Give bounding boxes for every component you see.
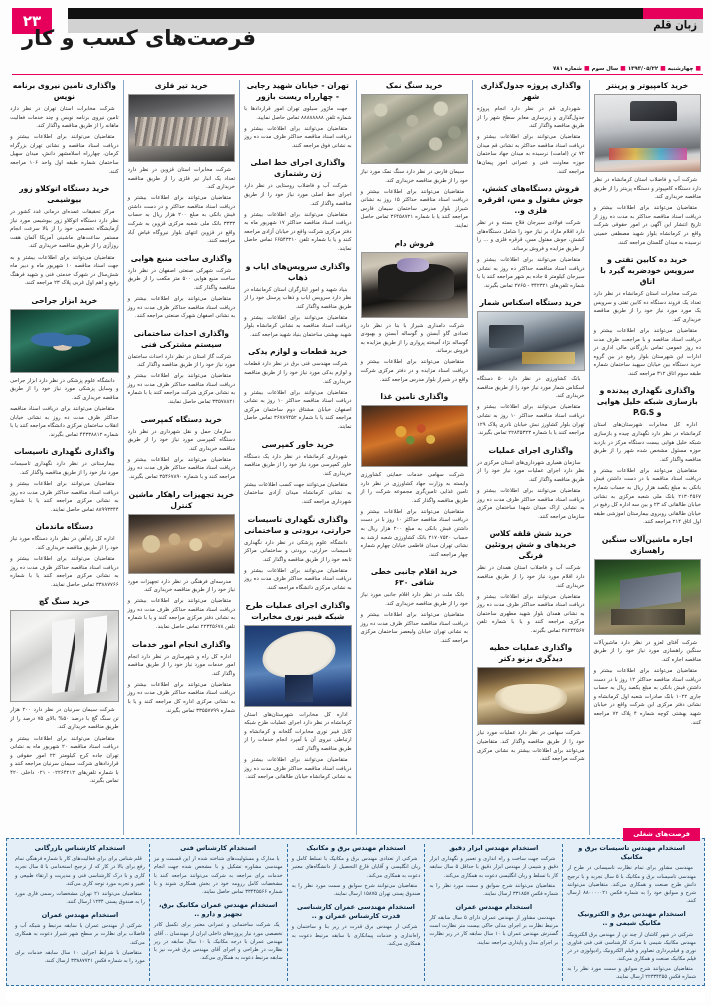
classifieds-column [589,80,705,835]
ad-paragraph: شرکت گاز استان در نظر دارد احداث ساختمان مورد نیاز خود را از طریق مناقصه واگذار کند. [127,353,236,369]
classifieds-grid [6,80,705,835]
ad-photo [361,252,468,318]
ad-body [244,539,351,593]
ad-paragraph: اداره کل مخابرات شهرستان‌های استان کرمانشاه در نظر دارد اجرای عملیات طرح شبکه کابل فیبر نوری مخابرات گلخانه و کرمانشاه و ارتباطی نیروی آن با آمپرد انجام خدمات را از طریق مناقصه واگذار کند. [244,711,352,752]
job-body [429,914,558,947]
classified-ad[interactable] [361,80,468,231]
ad-paragraph: متقاضیان می‌توانند برای اطلاعات بیشتر و دریافت اسناد مناقصه حداکثر ظرف مدت ده روز به نشانی مرکزی دانشگاه مراجعه کنند. [244,567,352,591]
job-paragraph: شرکتی از تعدادی مهندس برق و مکانیک با تسلط کامل و زبان انگلیسی و آقایان فارغ التحصیل از دانشگاه‌های معتبر دعوت به همکاری می‌کند. [291,856,421,879]
ad-paragraph: سازمان همیاری شهرداری‌های استان مرکزی در نظر دارد اجرای عملیات مورد نیاز خود را از طریق مناقصه واگذار کند. [477,459,585,483]
ad-paragraph: شرکت شهرکی صنعتی اصفهان در نظر دارد ساخت منبع هوایی ۵۰۰ متر مکعب را از طریق مناقصه واگذار کند. [127,267,236,291]
masthead-pink-bar [643,8,703,19]
ad-paragraph: شرکت آب و فاضلاب استان همدان در نظر دارد اقلام مورد نیاز خود را از طریق مناقصه خریداری کند. [477,565,585,589]
classified-ad[interactable] [594,534,701,727]
ad-paragraph: شرکت فولادی سیرجان فلاح بسته و در نظر دارد اقلام مازاد بر نیاز خود را شامل دستگاه‌های کشش، جوش مفتول مس، قرقره فلزی و ... را از طریق مزایده و فروش برساند. [477,220,585,252]
ad-body [361,322,468,385]
ad-paragraph: متقاضیان می‌توانند برای اطلاعات بیشتر و دریافت اسناد مناقصه حداکثر ۱۰ روز به نشانی تهران بلوار کشاورز نبش خیابان نادری پلاک ۱۲۹ مراجعه کنند یا با شماره ۲۲۸۴۵۳۲۳ تماس بگیرند. [477,404,585,437]
masthead-black-bar [68,8,689,19]
ad-paragraph: سازمان حمل و نقل شهرداری در نظر دارد دستگاه کمپرسی مورد نیاز خود را از طریق مناقصه خریداری کند. [127,428,236,452]
ad-paragraph: متقاضیان می‌توانند جهت کسب اطلاعات بیشتر به نشانی کرمانشاه میدان آزادی ساختمان شهرداری مراجعه کنند. [244,481,352,505]
ad-headline: فروش دام [394,238,435,248]
job-column [562,844,700,981]
ad-paragraph: شرکت آب و فاضلاب استان کرمانشاه در نظر دارد دستگاه کامپیوتر و دستگاه پرینتر را از طریق مناقصه خریداری کند. [593,177,701,201]
ad-paragraph: شرکت آفتای لعزو در نظر دارد ماشین‌آلات سنگین راهسازی مورد نیاز خود را از طریق مناقصه اجاره کند. [593,639,701,663]
ad-photo [594,94,701,172]
ad-headline: واگذاری اجرای خط اصلی ژن رشتمازی [250,158,346,179]
job-listing[interactable] [154,901,283,962]
ad-headline: واگذاری احداث ساختمانی سیستم مشترکی فنی [133,328,230,349]
ad-headline: واگذاری نگهداری پیدنده و بازسازی شبکه خلیل هوایی و P.G.S [596,386,698,418]
job-listing[interactable] [292,844,421,898]
job-paragraph: متقاضیان با شرایط اجرایی ۱۰ سال سابقه خدمات برای مورد را به شماره فکس ۳۳۸۸۷۷۲۱ ارسال کنند. [15,949,145,964]
classified-ad[interactable] [10,295,118,440]
classified-ad[interactable] [594,80,701,247]
classified-ad[interactable] [361,566,468,645]
ad-paragraph: متقاضیان می‌توانند برای اطلاعات بیشتر و دریافت اسناد مناقصه حداکثر ۱۰ روز به نشانی اصفهان خیابان مشتاق دوم ساختمان مرکزی مراجعه کنند یا با شماره ۳۶۷۸۹۴۵۲ تماس حاصل نمایند. [244,389,352,431]
ad-body [244,182,351,253]
ad-paragraph: متقاضیان می‌توانند برای اطلاعات بیشتر و به جهت اسناد مناقصه ۱۰ شهریور ماه و دبیر ماه شش‌سال در شهرک خدمتی فنی و شهید فرهنگ رفیع و اهم اول غربی پلاک ۲۳ مراجعه کنند. [10,254,119,287]
ad-photo [594,559,701,635]
ad-headline: واگذاری اجرای عملیات [488,445,574,455]
ad-paragraph: متقاضیان می‌توانند برای دریافت اسناد مناقصه حداکثر ظرف مدت ده روز به نشانی خیابان انقلاب ساختمان مرکزی دانشگاه مراجعه کنند یا با شماره ۴۴۳۳۸۸۱۲ تماس بگیرند. [10,406,119,438]
ad-paragraph: شرکت آب و فاضلاب روستایی در نظر دارد اجرای خط اصلی مورد نیاز خود را از طریق مناقصه واگذار کند. [244,183,352,207]
ad-body [128,267,235,321]
classified-ad[interactable] [244,157,351,253]
ad-paragraph: متقاضیان می‌توانند برای اطلاعات بیشتر و دریافت اسناد مناقصه ۲۰ شهریور ماه به نشانی تهران جاده کرج کیلومتر ۲۲ امور حقوقی و قراردادهای شرکت سیمان سرنیان مراجعه کنند و با شماره تلفن‌های ۰۲۲۶۴۲۱۲ - ۰۲۱ داخلی ۴۲۰ تماس بگیرند. [10,735,119,785]
job-paragraph: شرکت جهت ساخت و راه اندازی و تعمیر و نگهداری ابزار دقیق و شیمی از مهندس ابزار دقیق با حداقل ۵ سال سابقه کار با تسلط و زبان انگلیسی دعوت به همکاری می‌کند. [429,856,559,879]
ad-photo [477,667,584,725]
ad-body [10,460,118,514]
classified-ad[interactable] [10,80,118,176]
dateline [553,65,703,72]
job-body [567,864,696,905]
ad-body [244,453,351,507]
ad-paragraph: متقاضیان می‌توانند برای اطلاعات بیشتر و دریافت اسناد مناقصه حداکثر ظرف مدت ده روز به نشانی اراک میدان شهدا ساختمان مرکزی سازمان مراجعه کنند. [477,488,585,520]
ad-paragraph: متقاضیان می‌توانند برای اطلاعات بیشتر و دریافت اسناد مناقصه حداکثر ظرف مدت ده روز به نشانی مرکزی شرکت مراجعه کنند یا با شماره ۳۳۵۷۸۸۲۱ تماس حاصل نمایند. [127,373,236,406]
ad-body [477,729,584,763]
job-headline: استخدام کارشناس فنی [180,844,257,852]
ad-paragraph: اداره کل راه و شهرسازی در نظر دارد انجام امور خدمات مورد نیاز خود را از طریق مناقصه واگذار کند. [127,653,236,677]
ad-paragraph: شرکت دامداری شیراز با بنا در نظر دارد تعدادی گاو آبستن و گوساله آبستن و بهبودی گوساله نژاد آمیخته پرواری را از طریق مزایده به فروش برساند. [360,322,469,355]
job-column [11,844,149,981]
dateline-sep-3: ■ [620,65,626,72]
job-headline: استخدام مهندس عمران مکانیک برق، تجهیز و دارو .. [158,900,278,919]
job-paragraph: متقاضیان می‌توانند شرح سوابق و سمت مورد نظر را به شماره فکس ۲۲۳۳۴۴۵۵ ارسال نمایند. [567,966,696,981]
classified-ad[interactable] [128,253,235,321]
job-body [567,931,696,981]
ad-paragraph: متقاضیان می‌توانند برای اطلاعات بیشتر و دریافت اسناد مناقصه حداکثر ۱۷ شهریور ماه به دفتر مرکزی شرکت واقع در خیابان آزادی مراجعه کنند و یا با شماره تلفن ۶۶۵۴۳۲۱۰ تماس حاصل نمایند. [244,211,352,252]
ad-headline: خرید سنگ گچ [38,597,90,607]
dateline-sep-1: ■ [695,65,701,72]
ad-body [594,639,701,727]
job-listing[interactable] [429,903,558,947]
ad-headline: خرید ده کابین تفتی و سرویس خودضربه گیرد با اتاق [600,255,695,287]
ad-headline: فروش دستگاه‌های کشش، جوش مفتول و مس، اقرقره فلزی و.. [478,184,584,216]
job-headline: استخدام مهندس تاسیسات برق و مکانیک [578,844,686,862]
ad-paragraph: مرکز تحقیقات عمده‌ای درمانی غدد کشور در نظر دارد دستگاه اتوکلاو زور بیوشیمی مورد نیاز آزمایشگاه تخصصی خود را از بالا سرعت انجام مستمر ساعت‌های ماشینی آمریکا آلمان هفت روزآزی را از طریق مناقصه خریداری کند. [10,209,119,250]
job-paragraph: قلم شناس برای برای فعالیت‌های کار با شماره فرهنگی تمام رفع برای بالا در کار که از ترجیح استخدامی با ۵ سال تجربه کاری و با درک کارشناسی فنی و مدیریت و ارتقاء طبیعی و تغییر و تجربه مورد توجه کاری می‌کند. [15,856,145,887]
footer-strip [6,992,705,1002]
ad-paragraph: جهت ماژور سیلوی تهران امور قراردادها با شماره تلفن ۸۸۸۸۸۸۸۸ تماس حاصل نمایید. [244,106,352,121]
job-paragraph: شرکتی از مهندس برق قدرت در زیر بنا و ساختمان و راه‌اندازی و خدمات پیمانکاری با سابقه مرتبط دعوت به همکاری می‌کند. [291,924,421,947]
classified-ad[interactable] [244,346,351,431]
ad-paragraph: مدرسه‌ای فرهنگی در نظر دارد تجهیزات مورد نیاز خود را از طریق مناقصه خریداری کند. [127,578,236,594]
ad-paragraph: متقاضیان می‌توانند برای اطلاعات بیشتر و دریافت اسناد مناقصه حداکثر ظرف مدت ده روز به نشانی تهران خیابان ولیعصر ساختمان مرکزی مراجعه کنند. [360,612,469,644]
job-body [154,921,283,962]
ad-body [10,105,118,176]
ad-photo [361,405,468,467]
ad-paragraph: متقاضیان می‌توانند برای اطلاعات بیشتر و دریافت اسناد مناقصه حداکثر ظرف مدت ده روز به نشانی مرکزی مراجعه کنند یا با شماره ۸۸۹۹۳۳۴۴ تماس حاصل نمایند. [10,481,119,513]
classified-ad[interactable] [128,328,235,407]
classified-ad[interactable] [244,439,351,507]
ad-headline: واگذاری تامین غذا [380,392,449,402]
dateline-year: سال سوم [591,66,619,72]
ad-body [244,286,351,340]
ad-paragraph: شرکت مهندسی فنی برق در نظر دارد قطعات و لوازم یدکی مورد نیاز خود را از طریق مناقصه خریداری کند. [244,361,352,385]
ad-body [128,166,235,246]
dateline-date: ۱۳۹۳/۰۵/۲۲ [627,66,659,72]
classified-ad[interactable] [10,446,118,514]
ad-paragraph: بنیاد شهید و امور ایثارگران استان کرمانشاه در نظر دارد سرویس ایاب و ذهاب پرسنل خود را از طریق مناقصه واگذار کند. [244,286,352,310]
job-opportunities-tab: فرصت‌های شغلی [623,828,700,841]
ad-body [128,428,235,482]
job-headline: استخدام مهندس برق و مکانیک [306,844,406,852]
classified-ad[interactable] [244,261,351,340]
job-paragraph: شرکتی در شهر کاشان از چند تن از مهندس برق الکترونیک مهندس مکانیک شیمی با مدرک کارشناسی فنی فنی فناوری نوری و فیلم‌برداری تصاویر و فیلم الکترونیک رادیولوژی در در فیلم مکانیک صنعت و همکاری می‌کند. [567,931,696,962]
ad-paragraph: متقاضیان می‌توانند برای اطلاعات بیشتر و دریافت اسناد مناقصه حداکثر ظرف مدت ده روز به نشانی همدان بلوار شهید مطهری ساختمان مرکزی مراجعه کنند و یا با شماره تلفن ۳۸۲۳۴۵۶۷ تماس بگیرند. [477,593,585,634]
ad-paragraph: متقاضیان می‌توانند برای اطلاعات بیشتر و دریافت اسناد مناقصه به نشانی کرمانشاه بلوار شهید بهشتی ساختمان بنیاد شهید مراجعه کنند. [244,314,352,338]
ad-paragraph: شرکت مخابرات استان قزوین در نظر دارد تعداد یک انبار تیر فلزی را از طریق مناقصه خریداری کند. [127,167,236,191]
ad-paragraph: متقاضیان می‌توانند برای اطلاعات بیشتر و دریافت اسناد مناقصه حداکثر ظرف مدت ده روز به نشانی دفتر مرکزی مراجعه کنند و یا با شماره تلفن ۲۲۳۴۵۶۷۸ تماس حاصل نمایند. [127,598,236,630]
job-body [15,922,145,965]
ad-photo [10,610,118,702]
classified-ad[interactable] [244,514,351,593]
job-body [292,923,421,947]
ad-body [477,105,584,176]
job-column [287,844,425,981]
classified-ad[interactable] [361,391,468,559]
ad-paragraph: متقاضیان می‌توانند برای اطلاعات بیشتر و دریافت اسناد مناقصه حداکثر به نشانی قم میدان ۷۲ تن (امامت) نرسیده به میدان جهاد ساختمان حوزه معاونت فنی و عمرانی امور پیمان‌ها مراجعه کنند. [477,134,585,175]
ad-paragraph: متقاضیان می‌توانند برای اطلاعات بیشتر و دریافت اسناد مناقصه حداکثر ظرف مدت ده روز مراجعه کنند و با شماره ۳۵۴۶۷۸۹۰ تماس بگیرند. [127,456,236,481]
job-body [429,855,558,898]
dateline-issue: شماره ۷۸۱ [553,66,582,72]
classified-ad[interactable] [244,600,351,782]
publication-logo: زبان قلم [653,19,697,32]
job-listing[interactable] [154,844,283,896]
dateline-sep-4: ■ [583,65,590,72]
job-paragraph: مهندسی مشاور برای تمام نظارت تاسیساتی در طرح از مهندسی تاسیسات برق و مکانیک با ۵ سال تجربه و با ترجیح دانش طرح صنعت و همکاری می‌کند. متقاضیان می‌توانند شرح و سوابق خود را به شماره فکس ۸۸۰۰۰۰۰۲۱ ارسال کنند. [567,865,697,904]
job-headline: استخدام کارشناس بازرگانی [34,844,126,852]
job-listing[interactable] [15,844,145,906]
ad-body [244,360,351,431]
ad-body [477,564,584,635]
classified-ad[interactable] [477,445,584,522]
classified-ad[interactable] [594,385,701,526]
ad-photo [128,94,235,162]
ad-body [128,353,235,407]
ad-paragraph: شرکت سیمان سرنیان در نظر دارد ۲۰۰ هزار تن سنگ گچ با درصد ۵۰% بالای ۷۵ درصد را از طریق مناقصه خریداری کند. [10,707,119,731]
ad-paragraph: متقاضیان می‌توانند برای اطلاعات بیشتر و دریافت اسناد مناقصه حداکثر و در دست داشتن فیش بانکی به مبلغ ۲۰۰ هزار ریال به حساب ۳۳۳۳ بانک ملی شعبه مرکزی قزوین به شرکت واقع در قزوین انتهای بلوار نیروگاه فیاض آباد مراجعه کنند. [127,195,236,245]
ad-paragraph: شرکت مخابرات استان کرمانشاه در نظر دارد تعداد یک فروند دستگاه ده کابین تفتی و سرویس یک مورد مورد نیاز خود را از طریق مناقصه خریداری کند. [593,291,701,323]
job-body [15,855,145,906]
ad-body [477,219,584,290]
ad-headline: خرید کامپیوتر و پرینتر [606,81,689,90]
ad-photo [128,514,235,574]
ad-body [477,459,584,522]
masthead [0,0,711,72]
job-headline: استخدام مهندس ابزار دقیق [449,844,539,852]
ad-body [244,711,351,782]
ad-headline: خرید سنگ نمک [385,81,443,90]
dateline-sep-2: ■ [660,65,666,72]
ad-headline: خرید اقلام جانبی خطی شافی ۶۳۰ [370,567,458,588]
ad-paragraph: متقاضیان می‌توانند برای اطلاعات بیشتر و دریافت اسناد مناقصه حداکثر ظرف مدت ده روز به نشانی مرکزی اداره کل مراجعه کنند و یا با شماره ۳۳۵۵۷۷۹۹ تماس بگیرند. [127,681,236,714]
ad-paragraph: دانشگاه علوم پزشکی در نظر دارد نگهداری تاسیسات حرارتی، برودتی و ساختمانی مراکز تابعه خود را از طریق مناقصه واگذار کند. [244,539,352,563]
ad-photo [477,311,584,371]
job-opportunities-box [6,830,705,986]
job-listing[interactable] [567,910,696,981]
ad-paragraph: متقاضیان می‌توانند برای اطلاعات بیشتر و دریافت اسناد مناقصه و با مراجعت ظرف مدت ده روز عمومی تماس بازرگانی مالی اداری در ادارات این شهرستان بلوار رفیع در بین گروه خرید دستگاه بین خیابان سپهبد ساختمان شماره طبقه سوم اتاق ۳۱۲ مراجعه کنند. [593,327,701,377]
ad-paragraph: متقاضیان می‌توانند برای اطلاعات بیشتر و دریافت اسناد مناقصه حداکثر ظرف مدت ده روز به نشانی کرمانشاه خیابان طالقانی مراجعه کنند. [244,756,352,781]
classifieds-column [239,80,355,835]
ad-paragraph: متقاضیان می‌توانند برای اطلاعات بیشتر و دریافت اسناد مناقصه حداکثر ظرف مدت ده روز به نشانی مرکزی مراجعه کنند یا با شماره ۳۳۸۸۷۷۶۶ تماس حاصل نمایند. [10,556,119,588]
ad-body [594,176,701,247]
ad-headline: دستگاه ماندمان [35,522,94,532]
ad-photo [10,309,118,373]
classified-ad[interactable] [477,642,584,763]
job-column [149,844,287,981]
ad-body [10,377,118,440]
ad-headline: خرید تجهیزات راهکار ماشین کنترل [128,489,235,510]
job-headline: استخدام مهندس برق و الکترونیک مکانیک شیمی و .. [577,910,686,928]
job-paragraph: شرکتی از مهندس عمران با سابقه مرتبط و شبکه آب و فاضلاب برای نظارت بر سطح شهر شیراز دعوت به همکاری می‌کند. [15,923,145,946]
ad-paragraph: شرکت سهامی خدمات حمایتی کشاورزی وابسته به وزارت جهاد کشاورزی در نظر دارد تامین غذایی تامین‌گری مجموعه شرکت را از طریق مناقصه واگذار کند. [360,472,469,504]
ad-body [361,471,468,559]
ad-body [361,168,468,231]
ad-headline: خرید دستگاه اسکناس شمار [479,298,582,308]
job-paragraph: متقاضیان می‌توانند شرح سوابق و سمت مورد نظر را به صندوق پستی تهران ۱۵۸۷۵ ارسال نمایند. [291,882,421,897]
page-number-badge: ۲۳ [12,8,52,34]
job-paragraph: یک شرکت ساختمانی و عمرانی معتبر برای تکمیل کادر تخصصی مورد نیاز پروژه‌های داخلی ایران از مهندسان .. آقای مهندس عمران با درجه مکانیک با ۱۰ سال سابقه در زیر نظارت در طراحی و اجرای آقای مهندس برق قدرت نیز با سابقه مرتبط دعوت به همکاری می‌کند. [153,922,283,961]
ad-headline: واگذاری نگهداری تاسیسات حرارتی، برودتی و ساختمانی [244,514,352,535]
classified-ad[interactable] [244,80,351,150]
ad-body [10,535,118,589]
job-listing[interactable] [429,844,558,898]
ad-paragraph: اداره کل راه‌آهن در نظر دارد دستگاه مورد نیاز خود را از طریق مناقصه خریداری کند. [10,536,119,551]
job-body [292,855,421,898]
ad-paragraph: متقاضیان می‌توانند برای اطلاعات بیشتر و دریافت اسناد مناقصه حداکثر ۱۲ روز با در دست داشتن فیش بانکی به مبلغ یکصد ریال به حساب جاری ۱۰۲۲ بانک صادرات شعبه اول کرمانشاه و نشانی دفتر مرکزی این شرکت واقع در خیابان شهید بهشتی کوچه شماره ۴ پلاک ۷۲ مراجعه کنند. [593,668,702,726]
dateline-day: چهارشنبه [667,66,694,72]
ad-paragraph: اداره کل مخابرات شهرستان‌های استان کرمانشاه در نظر دارد نگهداری چیده و بازسازی شبکه خلیل هوایی بیست دستگاه مرکز در بازدید حوزه مسئول مشخص شده شهر را از طریق مناقصه واگذار کند. [593,422,701,463]
classified-ad[interactable] [594,254,701,378]
ad-paragraph: متقاضیان می‌توانند برای اطلاعات بیشتر و دریافت اسناد مناقصه حداکثر ظرف مدت ده روز به نشانی فوق مراجعه کنند. [244,125,352,149]
ad-headline: واگذاری ساخت منبع هوایی [130,253,232,263]
ad-headline: اجاره ماشین‌آلات سنگین راهسازی [601,534,693,555]
ad-headline: خرید خاور کمپرسی [261,439,335,449]
ad-body [10,706,118,786]
classified-ad[interactable] [361,238,468,385]
job-listing[interactable] [15,911,145,965]
ad-headline: واگذاری سرویس‌های ایاب و ذهاب [245,261,350,282]
masthead-rule [12,74,703,75]
ad-headline: خرید تیر فلزی [154,81,208,90]
classified-ad[interactable] [477,297,584,438]
ad-body [10,208,118,288]
ad-headline: خرید شش قلقه کلاس خریدهای و شش پروتئین فرنگی [485,529,577,561]
ad-photo [244,625,351,707]
classified-ad[interactable] [128,489,235,632]
ad-body [244,105,351,150]
job-headline: استخدام مهندسی عمران کارشناسی قدرت کارشناس عمران و .. [297,902,415,921]
ad-paragraph: متقاضیان می‌توانند برای اطلاعات بیشتر و دریافت اسناد مناقصه حداکثر ۱۵ روز به نشانی شیراز بلوار مدرس ساختمان سیمان فارس مراجعه کنند یا با شماره ۳۶۴۵۸۷۲۱ تماس حاصل نمایند. [360,188,469,229]
ad-headline: خرید ابزار جراحی [31,295,98,305]
classified-ad[interactable] [10,596,118,786]
ad-body [594,290,701,378]
ad-paragraph: متقاضیان می‌توانند برای اطلاعات بیشتر و دریافت اسناد مزایده و در دفتر مرکزی شرکت واقع در شیراز بلوار مدرس مراجعه کنند. [360,359,469,383]
ad-paragraph: سیمان فارس در نظر دارد سنگ نمک مورد نیاز خود را از طریق مناقصه خریداری کند. [360,169,469,184]
ad-headline: خرید قطعات و لوازم یدکی [248,347,348,357]
ad-headline: واگذاری نگهداری تاسیسات [14,447,115,457]
ad-paragraph: متقاضیان می‌توانند برای اطلاعات بیشتر و دریافت اسناد مناقصه و نشانی تهران بزرگراه کرمان، چهارراه اسلامشهر دانش، میدان سهیل ساختمان شماره طبقه اول واحد ۱۰۶ مراجعه کنند. [10,134,119,175]
ad-paragraph: بانک کشاورزی در نظر دارد ۵۰ دستگاه اسکناس شمار مورد نیاز خود را از طریق مناقصه خریداری کند. [477,376,585,400]
job-paragraph: مهندسی مشاور از مهندس عمران دارای ۵ سال سابقه کار مرتبط نظارت بر اجرای مدلی حاکی بیست متر نظارت است گسترش مهندس عمران با ۱۰ سال سابقه کار در زیر نظارت بر اجرای مدل و پایداری مراجعه نمایند. [429,915,559,946]
job-paragraph: متقاضیان می‌توانند شرح سوابق و سمت مورد نظر را به شماره فکس ۳۳۱۸۵۷ ارسال نمایند. [429,882,559,897]
ad-photo [361,94,468,164]
job-body [154,855,283,896]
job-paragraph: متقاضیان می‌توانند ۲۱ تهران مشخصات رسمی فاری مورد را به صندوق پستی ۱۲۳۴ ارسال کنند. [15,890,145,905]
job-paragraph: با مدارک و مسئولیت‌های شناخته شده از این قسمت و نیز مهندسی مشاوره تشکیل و با مشخص شده جهت انجام خدمات برای مراجعه به شرکت می‌توانند مراجعه کنند با مشخصات کامل رزومه خود در بخش همکاری شوند و با شماره ۳۳۴۴۵۵۶۶ تماس حاصل نمایند. [153,856,283,895]
job-headline: استخدام مهندس عمران [41,911,119,920]
ad-headline: تهران - خیابان شهید رجایی - چهارراه ریست بازور [246,81,349,101]
ad-headline: واگذاری پروژه جدول‌گذاری شهر [480,81,581,101]
classified-ad[interactable] [477,183,584,290]
ad-paragraph: شرکت سهامی در نظر دارد عملیات مورد نیاز خود را از طریق مناقصه واگذار کند. متقاضیان می‌توانند برای اطلاعات بیشتر به نشانی مرکزی شرکت مراجعه کنند. [477,730,585,763]
ad-body [594,421,701,526]
classified-ad[interactable] [128,80,235,246]
classified-ad[interactable] [477,528,584,635]
classified-ad[interactable] [10,183,118,288]
classified-ad[interactable] [128,414,235,482]
ad-paragraph: متقاضیان می‌توانند برای اطلاعات بیشتر و دریافت اسناد مناقصه حداکثر ظرف مدت ده روز به نشانی اصفهان شهرک صنعتی مراجعه کنند. [127,295,236,320]
classified-ad[interactable] [10,521,118,589]
ad-body [128,653,235,716]
ad-body [361,591,468,645]
ad-headline: خرید دستگاه اتوکلاو زور بیوشیمی [19,184,110,205]
ad-paragraph: شهرداری کرمانشاه در نظر دارد یک دستگاه خاور کمپرسی مورد نیاز خود را از طریق مناقصه خریداری کند. [244,453,352,477]
job-listing[interactable] [567,844,696,905]
ad-body [128,578,235,632]
ad-headline: واگذاری عملیات خطیه دیدگری بزنو دکتر [489,643,573,664]
ad-paragraph: بیمارستانی در نظر دارد نگهداری تاسیسات مورد نیاز خود را از طریق مناقصه واگذار کند. [10,461,119,476]
classifieds-column [123,80,239,835]
job-listing[interactable] [292,903,421,948]
classified-ad[interactable] [477,80,584,176]
ad-paragraph: شهرداری قم در نظر دارد انجام پروژه جدول‌گذاری و زیرسازی معابر سطح شهر را از طریق مناقصه واگذار کند. [477,106,585,130]
ad-headline: واگذاری اجرای عملیات طرح شبکه فیبر نوری مخابرات [245,600,351,621]
ad-headline: خرید دستگاه کمپرسی [140,414,223,424]
page-title: فرصت‌های کسب و کار [22,26,257,50]
ad-paragraph: متقاضیان می‌توانند برای اطلاعات بیشتر و دریافت اسناد مناقصه حداکثر ده روز به نشانی سیرجان کیلومتر ۵ جاده بم شهر مراجعه کنند یا با شماره تلفن‌های ۳۴۲۳۲۱ - ۲۷۶۵ تماس بگیرند. [477,256,585,289]
ad-headline: واگذاری انجام امور خدمات [131,639,231,649]
job-column [424,844,562,981]
ad-paragraph: شرکت مخابرات استان تهران در نظر دارد تامین نیروی برنامه نویس و چند خدمات فعالیت ماهانه را از طریق مناقصه واگذار کند. [10,106,119,130]
ad-paragraph: متقاضیان می‌توانند برای اطلاعات بیشتر و دریافت اسناد مناقصه حداکثر ۱۰ روز با در دست داشتن فیش بانکی به مبلغ ۲۰۰ هزار ریال به حساب ۲۱۷۰۷۵۲۰ بانک کشاورزی شعبه ارشد به نشانی تهران میدان فاطمی خیابان چهارم شماره چهار مراجعه کنند. [360,508,469,558]
ad-paragraph: بانک ملت در نظر دارد اقلام جانبی مورد نیاز خود را از طریق مناقصه خریداری کند. [360,592,469,607]
classifieds-column [472,80,588,835]
ad-headline: واگذاری تامین نیروی برنامه نویس [12,81,116,101]
classifieds-column [356,80,472,835]
ad-paragraph: متقاضیان می‌توانند برای اطلاعات بیشتر و دریافت اسناد مناقصه حداکثر به مدت ده روز از تاریخ انتشار این آگهی در امور حقوقی شرکت واقع در کرمانشاه بلوار شهید مصطفی خمینی نرسیده به میدان گلستان مراجعه کنند. [593,205,701,246]
classifieds-column [6,80,122,835]
classified-ad[interactable] [128,639,235,716]
ad-body [477,375,584,438]
job-headline: استخدام مهندس عمران [455,902,533,911]
ad-paragraph: دانشگاه علوم پزشکی در نظر دارد ابزار جراحی و وسایل پزشکی مورد نیاز خود را از طریق مناقصه خریداری کند. [10,377,119,401]
ad-paragraph: متقاضیان می‌توانند برای اطلاعات بیشتر و دریافت اسناد مناقصه با در دست داشتن فیش بانکی به مبلغ یکصد هزار ریال به حساب شماره ۲۱۳۰۴۵۶۷ بانک ملی شعبه مرکزی به نشانی خیابان طالقانی کد ۲۳ و بین سه اداره کل رفیع در خیابان طالقانی روبروی بیمارستان اموزشی طبقه اول اتاق ۲۱۴ مراجعه کنند. [593,467,701,526]
